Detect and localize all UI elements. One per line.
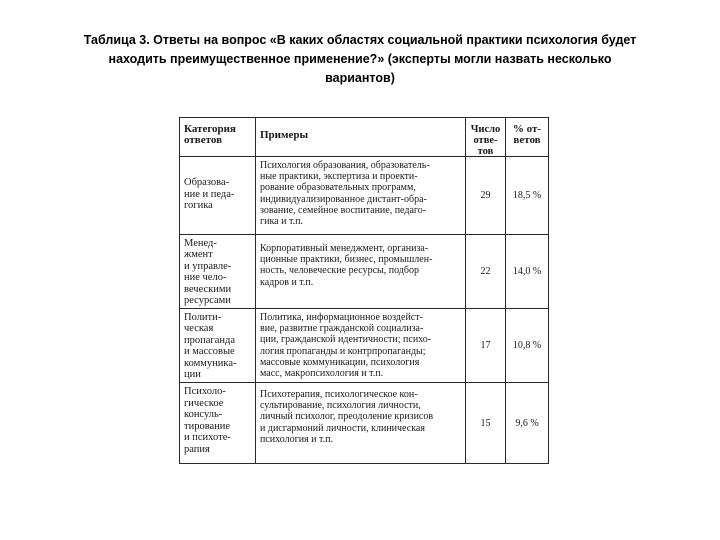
row-examples: Психотерапия, психологическое кон- сультирование, психология личности, личный психолог, преодоление кризисов и дисгармоний личности, клиническая психология и т.п. [256, 383, 466, 463]
row-count: 17 [466, 309, 506, 382]
row-category: Психоло- гическое консуль- тирование и психоте- рапия [180, 383, 256, 463]
header-examples: Примеры [256, 118, 466, 156]
row-category: Менед- жмент и управле- ние чело- веческими ресурсами [180, 235, 256, 308]
header-count: Число отве- тов [466, 118, 506, 156]
row-category: Полити- ческая пропаганда и массовые коммуника- ции [180, 309, 256, 382]
row-count: 15 [466, 383, 506, 463]
row-examples: Корпоративный менеджмент, организа- ционные практики, бизнес, промышлен- ность, человеческие ресурсы, подбор кадров и т.п. [256, 235, 466, 308]
table-row [180, 383, 548, 463]
caption-line-1: Таблица 3. Ответы на вопрос «В каких областях социальной практики психология будет [83, 33, 637, 47]
row-percent: 18,5 % [512, 190, 542, 201]
header-percent: % от- ветов [512, 123, 542, 146]
table-row [180, 309, 548, 383]
table-row [180, 157, 548, 235]
caption-line-2: находить преимущественное применение?» (эксперты могли назвать несколько [108, 52, 612, 66]
responses-table [179, 117, 549, 464]
table-caption [40, 31, 680, 88]
row-percent: 14,0 % [512, 266, 542, 277]
row-count: 29 [466, 157, 506, 234]
row-percent: 9,6 % [515, 417, 539, 429]
header-category: Категория ответов [180, 118, 256, 156]
table-header-row [180, 118, 548, 157]
row-examples: Психология образования, образователь- ные практики, экспертиза и проекти- рование образовательных программ, индивидуализированное дистант-обра- зование, семейное воспитание, педаго- гика и т.п. [256, 157, 466, 234]
row-category: Образова- ние и педа- гогика [180, 157, 256, 234]
row-examples: Политика, информационное воздейст- вие, развитие гражданской социализа- ции, гражданской идентичности; психо- логия пропаганды и контрпропаганды; массовые коммуникации, психология масс, макропсихология и т.п. [256, 309, 466, 382]
caption-line-3: вариантов) [325, 71, 395, 85]
row-percent: 10,8 % [512, 340, 542, 351]
table-row [180, 235, 548, 309]
row-count: 22 [466, 235, 506, 308]
